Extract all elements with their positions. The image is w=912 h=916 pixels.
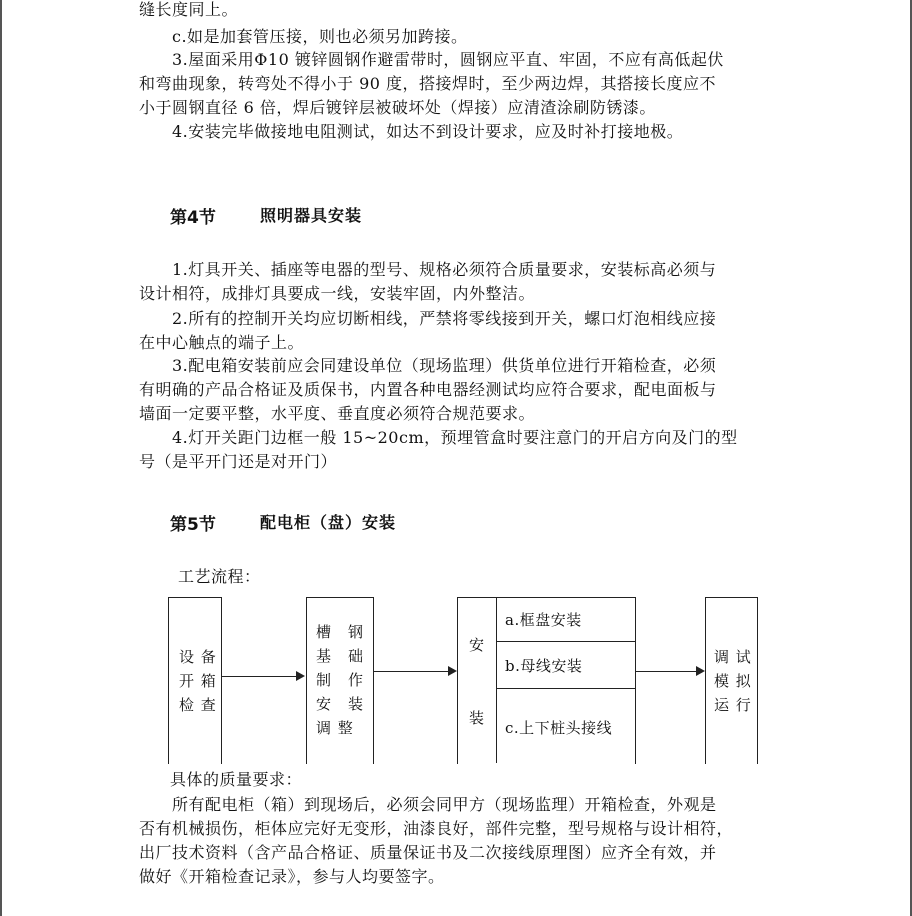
flow-arrow xyxy=(373,671,455,672)
flow-arrow xyxy=(635,671,703,672)
text-line: 在中心触点的端子上。 xyxy=(139,333,305,352)
flow-box-text: 运 行 xyxy=(714,696,752,714)
section-number: 第5节 xyxy=(170,515,216,535)
flow-box-text: 安 装 xyxy=(316,695,365,713)
text-line: 出厂技术资料（含产品合格证、质量保证书及二次接线原理图）应齐全有效，并 xyxy=(139,843,717,862)
text-line: 4.灯开关距门边框一般 15~20cm，预埋管盒时要注意门的开启方向及门的型 xyxy=(172,428,738,447)
text-line: 缝长度同上。 xyxy=(139,0,239,19)
flow-box-text: 调 试 xyxy=(714,648,752,666)
flow-box-divider xyxy=(497,688,635,689)
flow-box-divider xyxy=(497,641,635,642)
text-line: 号（是平开门还是对开门） xyxy=(139,452,338,471)
text-line: 1.灯具开关、插座等电器的型号、规格必须符合质量要求，安装标高必须与 xyxy=(172,260,717,279)
flow-box-text: 调 整 xyxy=(316,719,354,737)
flow-label: 工艺流程： xyxy=(178,567,261,586)
flow-box-text: a.框盘安装 xyxy=(505,611,582,629)
flow-box-text: b.母线安装 xyxy=(505,657,583,675)
flow-box-text: 槽 钢 xyxy=(316,623,365,641)
text-line: 墙面一定要平整，水平度、垂直度必须符合规范要求。 xyxy=(139,404,536,423)
text-line: c.如是加套管压接，则也必须另加跨接。 xyxy=(172,27,468,46)
section-heading-5 xyxy=(170,510,397,535)
text-line: 2.所有的控制开关均应切断相线，严禁将零线接到开关，螺口灯泡相线应接 xyxy=(172,309,717,328)
text-line: 所有配电柜（箱）到现场后，必须会同甲方（现场监理）开箱检查，外观是 xyxy=(172,795,717,814)
text-line: 小于圆钢直径 6 倍，焊后镀锌层被破坏处（焊接）应清渣涂刷防锈漆。 xyxy=(139,98,656,117)
quality-label: 具体的质量要求： xyxy=(170,770,303,789)
text-line: 3.配电箱安装前应会同建设单位（现场监理）供货单位进行开箱检查，必须 xyxy=(172,356,717,375)
flow-box-divider xyxy=(496,597,497,763)
text-line: 4.安装完毕做接地电阻测试，如达不到设计要求，应及时补打接地极。 xyxy=(172,122,684,141)
flow-box-text: 模 拟 xyxy=(714,672,752,690)
flow-box-text: 检 查 xyxy=(179,696,217,714)
flow-box-text: 装 xyxy=(469,709,486,727)
flow-box-text: c.上下桩头接线 xyxy=(505,719,613,737)
section-heading-4 xyxy=(170,203,363,228)
text-line: 否有机械损伤，柜体应完好无变形，油漆良好，部件完整，型号规格与设计相符， xyxy=(139,819,734,838)
section-number: 第4节 xyxy=(170,208,216,228)
text-line: 做好《开箱检查记录》，参与人均要签字。 xyxy=(139,867,445,886)
page-left-border xyxy=(0,0,2,916)
text-line: 有明确的产品合格证及质保书，内置各种电器经测试均应符合要求，配电面板与 xyxy=(139,380,717,399)
flow-box-text: 安 xyxy=(469,636,486,654)
text-line: 和弯曲现象，转弯处不得小于 90 度，搭接焊时，至少两边焊，其搭接长度应不 xyxy=(139,74,717,93)
section-title: 配电柜（盘）安装 xyxy=(260,513,397,532)
flow-box-text: 制 作 xyxy=(316,671,365,689)
flow-box-text: 基 础 xyxy=(316,647,365,665)
section-title: 照明器具安装 xyxy=(260,206,363,225)
flow-arrow xyxy=(221,676,303,677)
text-line: 设计相符，成排灯具要成一线，安装牢固，内外整洁。 xyxy=(139,284,536,303)
flow-box-text: 设 备 xyxy=(179,648,217,666)
text-line: 3.屋面采用Φ10 镀锌圆钢作避雷带时，圆钢应平直、牢固，不应有高低起伏 xyxy=(172,50,724,69)
flow-box-text: 开 箱 xyxy=(179,672,217,690)
